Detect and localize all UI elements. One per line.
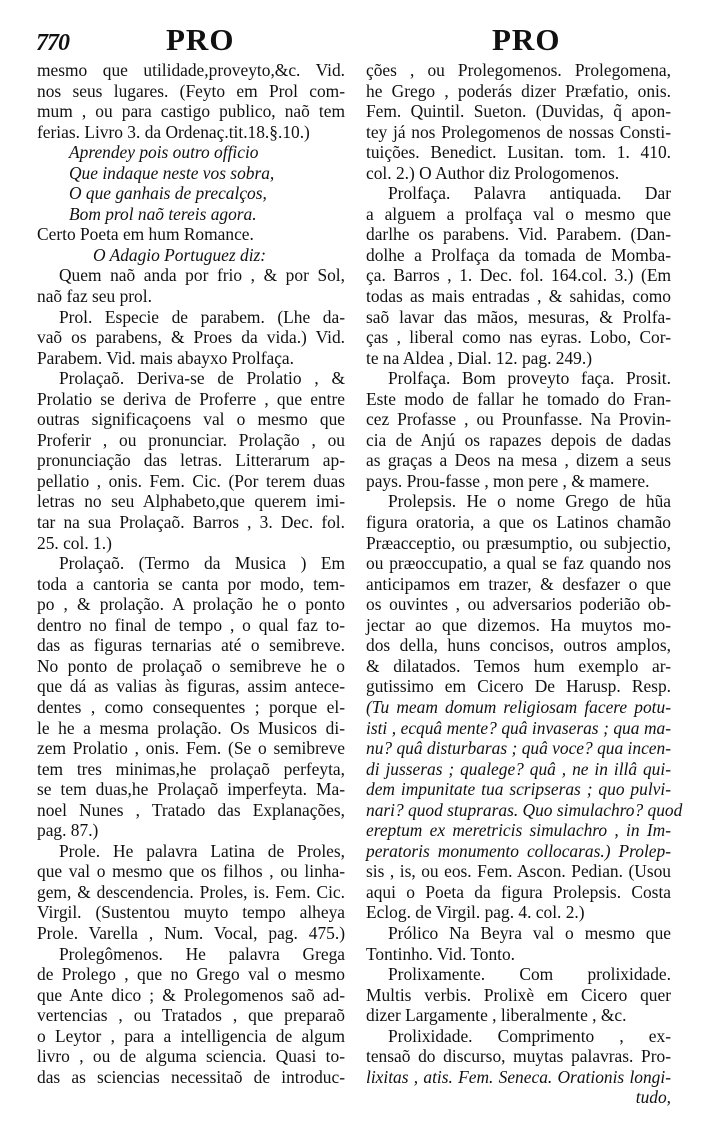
text-line: Este modo de fallar he tomado do Fran- (366, 388, 671, 409)
text-line: letras no seu Alphabeto,que querem imi- (37, 491, 345, 512)
text-line: aqui o Poeta da figura Prolepsis. Costa (366, 881, 671, 902)
text-line: tuições. Benedict. Lusitan. tom. 1. 410. (366, 142, 671, 163)
text-line: a alguem a prolfaça val o mesmo que (366, 203, 671, 224)
text-line: o Leytor , para a intelligencia de algum (37, 1025, 345, 1046)
text-line: di jusseras ; qualege? quâ , ne in illâ qui- (366, 758, 671, 779)
text-line: tudo, (635, 1087, 671, 1108)
text-line: as graças a Deos na mesa , dizem a seus (366, 450, 671, 471)
text-line: dem impunitate tua scripseras ; quo pulvi- (366, 779, 671, 800)
text-line: Quem naõ anda por frio , & por Sol, (59, 265, 345, 286)
text-line: Prolatio se deriva de Proferre , que entre (37, 388, 345, 409)
text-line: po , & prolação. A prolação he o ponto (37, 594, 345, 615)
text-line: Prolixidade. Comprimento , ex- (388, 1025, 671, 1046)
text-line: nu? quâ disturbaras ; quâ voce? qua incen- (366, 738, 671, 759)
text-line: se tem duas,he Prolaçaõ imperfeyta. Ma- (37, 779, 345, 800)
text-line: jectar ao que dizemos. Ha muytos mo- (366, 614, 671, 635)
text-line: tar na sua Prolaçaõ. Barros , 3. Dec. fol. (37, 512, 345, 533)
text-line: figura oratoria, a que os Latinos chamão (366, 512, 671, 533)
text-line: ças , liberal como nas eyras. Lobo, Cor- (366, 327, 671, 348)
text-line: gutissimo em Cicero De Harusp. Resp. (366, 676, 671, 697)
text-line: Virgil. (Sustentou muyto tempo alheya (37, 902, 345, 923)
text-line: he Grego , poderás dizer Præfatio, onis. (366, 80, 671, 101)
left-column (37, 60, 345, 1087)
text-line: Certo Poeta em hum Romance. (37, 224, 254, 245)
text-line: le he a mesma prolação. Os Musicos di- (37, 717, 345, 738)
text-line: de Prolego , que no Grego val o mesmo (37, 964, 345, 985)
text-line: Eclog. de Virgil. pag. 4. col. 2.) (366, 902, 585, 923)
text-line: tem tres minimas,he prolaçaõ perfeyta, (37, 758, 345, 779)
text-line: toda a cantoria se canta por modo, tem- (37, 573, 345, 594)
text-line: outras significaçoens val o mesmo que (37, 409, 345, 430)
page-number: 770 (36, 30, 69, 56)
text-line: ferias. Livro 3. da Ordenaç.tit.18.§.10.) (37, 121, 310, 142)
text-line: nari? quod stupraras. Quo simulachro? quod (366, 799, 683, 820)
text-line: Parabem. Vid. mais abayxo Prolfaça. (37, 347, 295, 368)
text-line: Prolegômenos. He palavra Grega (59, 943, 345, 964)
text-line: Aprendey pois outro officio (69, 142, 259, 163)
text-line: ça. Barros , 1. Dec. fol. 164.col. 3.) (Em (366, 265, 671, 286)
text-line: Prolaçaõ. (Termo da Musica ) Em (59, 553, 345, 574)
text-line: No ponto de prolaçaõ o semibreve he o (37, 655, 345, 676)
text-line: Præacceptio, ou præsumptio, ou subjectio, (366, 532, 671, 553)
text-line: isti , ecquâ mente? quâ invaseras ; qua ma- (366, 717, 671, 738)
text-line: nos seus lugares. (Feyto em Prol com- (37, 80, 345, 101)
text-line: vertencias , ou Tratados , que preparaõ (37, 1005, 345, 1026)
text-line: dos della, huns concisos, outros amplos, (366, 635, 671, 656)
right-column (366, 60, 683, 1108)
text-line: te na Aldea , Dial. 12. pag. 249.) (366, 347, 593, 368)
text-line: Que indaque neste vos sobra, (69, 162, 275, 183)
text-line: Prolixamente. Com prolixidade. (388, 964, 671, 985)
running-head-right: PRO (492, 22, 561, 57)
text-line: Prolfaça. Palavra antiquada. Dar (388, 183, 671, 204)
text-line: zem Prolatio , onis. Fem. (Se o semibreve (37, 738, 345, 759)
text-line: todas as mais entradas , & sahidas, como (366, 286, 671, 307)
text-line: cia de Anjú os rapazes depois de dadas (366, 429, 671, 450)
text-line: tensaõ do discurso, muytas palavras. Pro- (366, 1046, 671, 1067)
text-line: Prolaçaõ. Deriva-se de Prolatio , & (59, 368, 345, 389)
text-line: dentro no final de tempo , o qual faz to- (37, 614, 345, 635)
text-line: peratoris monumento collocaras.) Prolep- (366, 840, 671, 861)
text-line: darlhe os parabens. Vid. Parabem. (Dan- (366, 224, 671, 245)
text-line: Multis verbis. Prolixè em Cicero quer (366, 984, 671, 1005)
text-line: Proferir , ou pronunciar. Prolação , ou (37, 429, 345, 450)
text-line: gem, & descendencia. Proles, is. Fem. Cic. (37, 881, 345, 902)
text-line: dolhe a Prolfaça da tomada de Momba- (366, 244, 671, 265)
text-line: pag. 87.) (37, 820, 99, 841)
text-line: que Ante dico ; & Prolegomenos saõ ad- (37, 984, 345, 1005)
running-head-left: PRO (166, 22, 235, 57)
text-line: ções , ou Prolegomenos. Prolegomena, (366, 60, 671, 80)
text-line: O que ganhais de precalços, (69, 183, 267, 204)
text-line: livro , ou de alguma sciencia. Quasi to- (37, 1046, 345, 1067)
text-line: tey já nos Prolegomenos de nossas Consti- (366, 121, 671, 142)
text-line: Tontinho. Vid. Tonto. (366, 943, 516, 964)
text-line: vaõ os parabens, & Proes da vida.) Vid. (37, 327, 345, 348)
text-line: sis , is, ou eos. Fem. Ascon. Pedian. (Usou (366, 861, 671, 882)
text-line: mum , ou para castigo publico, naõ tem (37, 101, 345, 122)
text-line: pays. Prou-fasse , mon pere , & mamere. (366, 470, 650, 491)
text-line: & dilatados. Temos hum exemplo ar- (366, 655, 671, 676)
text-line: ereptum ex meretricis simulachro , in Im- (366, 820, 671, 841)
text-line: anticipamos em trazer, & desfazer o que (366, 573, 671, 594)
text-line: que dá as valias às figuras, assim antece- (37, 676, 345, 697)
text-line: os ouvintes , ou adversarios poderião ob- (366, 594, 671, 615)
text-line: Fem. Quintil. Sueton. (Duvidas, q̃ apon- (366, 101, 671, 122)
text-line: pronunciação das letras. Litterarum ap- (37, 450, 345, 471)
text-line: Prolfaça. Bom proveyto faça. Prosit. (388, 368, 671, 389)
text-line: ou præoccupatio, a qual se faz quando nos (366, 553, 671, 574)
text-line: dentes , como consequentes ; porque el- (37, 696, 345, 717)
text-line: das as sciencias necessitaõ de introduc- (37, 1066, 345, 1087)
text-line: Prol. Especie de parabem. (Lhe da- (59, 306, 345, 327)
text-line: que val o mesmo que os filhos , ou linha- (37, 861, 345, 882)
text-line: das as figuras ternarias até o semibreve. (37, 635, 345, 656)
text-line: lixitas , atis. Fem. Seneca. Orationis longi- (366, 1066, 671, 1087)
text-line: O Adagio Portuguez diz: (93, 244, 267, 265)
text-line: dizer Largamente , liberalmente , &c. (366, 1005, 627, 1026)
text-line: noel Nunes , Tratado das Explanações, (37, 799, 345, 820)
text-line: Prole. Varella , Num. Vocal, pag. 475.) (37, 922, 345, 943)
text-line: col. 2.) O Author diz Prologomenos. (366, 162, 620, 183)
text-line: 25. col. 1.) (37, 532, 112, 553)
text-line: Prole. He palavra Latina de Proles, (59, 840, 345, 861)
text-line: (Tu meam domum religiosam facere potu- (366, 696, 671, 717)
text-line: Bom prol naõ tereis agora. (69, 203, 257, 224)
text-line: naõ faz seu prol. (37, 286, 152, 307)
text-line: Prolepsis. He o nome Grego de hũa (388, 491, 671, 512)
text-line: mesmo que utilidade,proveyto,&c. Vid. (37, 60, 345, 80)
text-line: saõ lavar das mãos, mesuras, & Prolfa- (366, 306, 671, 327)
text-line: cez Profasse , ou Prounfasse. Na Provin- (366, 409, 671, 430)
text-line: pellatio , onis. Fem. Cic. (Por terem duas (37, 470, 345, 491)
text-line: Prólico Na Beyra val o mesmo que (388, 922, 671, 943)
